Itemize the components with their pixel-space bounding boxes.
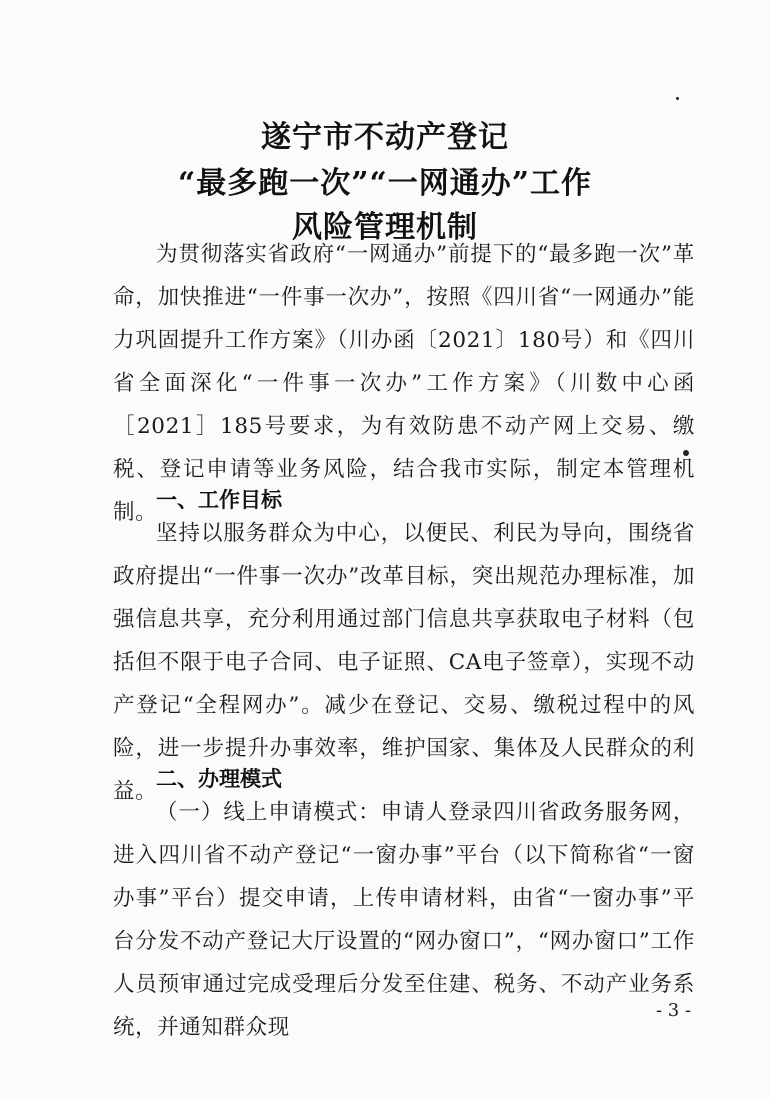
section2-heading: 二、办理模式 <box>156 767 282 791</box>
page-number: - 3 - <box>656 1000 692 1021</box>
section2-paragraph: （一）线上申请模式：申请人登录四川省政务服务网，进入四川省不动产登记“一窗办事”平台（以下简称省“一窗办事”平台）提交申请，上传申请材料，由省“一窗办事”平台分发不动产登记大厅设置的“网办窗口”，“网办窗口”工作人员预审通过完成受理后分发至住建、税务、不动产业务系统，并通知群众现 <box>113 800 695 1040</box>
document-title-line2: “最多跑一次”“一网通办”工作 <box>177 166 593 201</box>
scan-speck <box>676 97 679 100</box>
document-title-line1: 遂宁市不动产登记 <box>261 120 509 155</box>
scan-speck <box>683 450 689 456</box>
intro-paragraph: 为贯彻落实省政府“一网通办”前提下的“最多跑一次”革命，加快推进“一件事一次办”，按照《四川省“一网通办”能力巩固提升工作方案》（川办函〔2021〕180号）和《四川省全面深化“一件事一次办”工作方案》（川数中心函［2021］185号要求，为有效防患不动产网上交易、缴税、登记申请等业务风险，结合我市实际，制定本管理机制。 <box>113 242 695 525</box>
section1-heading: 一、工作目标 <box>156 488 282 512</box>
document-title-line3: 风险管理机制 <box>292 210 478 245</box>
section1-paragraph: 坚持以服务群众为中心，以便民、利民为导向，围绕省政府提出“一件事一次办”改革目标，突出规范办理标准，加强信息共享，充分利用通过部门信息共享获取电子材料（包括但不限于电子合同、电子证照、CA电子签章），实现不动产登记“全程网办”。减少在登记、交易、缴税过程中的风险，进一步提升办事效率，维护国家、集体及人民群众的利益。 <box>113 521 695 804</box>
